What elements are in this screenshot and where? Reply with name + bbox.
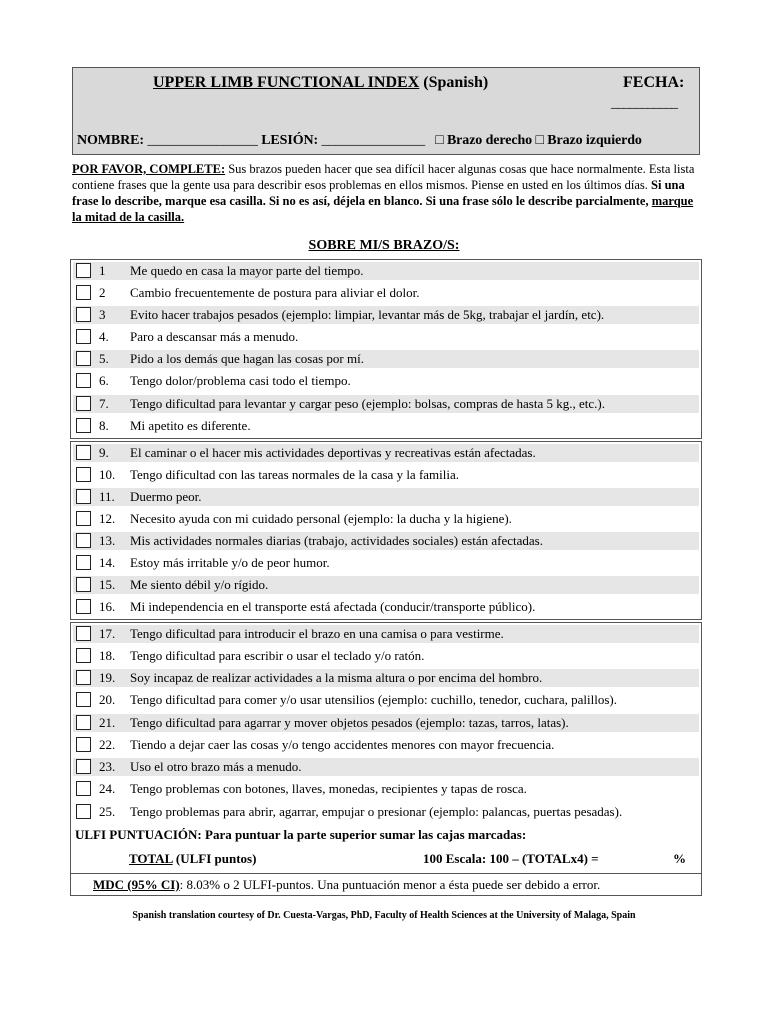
item-text: Me quedo en casa la mayor parte del tiempo. <box>130 263 364 278</box>
item-checkbox[interactable] <box>76 715 91 730</box>
total-label <box>129 851 256 867</box>
item-number: 5. <box>99 351 109 366</box>
item-checkbox[interactable] <box>76 511 91 526</box>
list-item <box>73 328 699 346</box>
item-text: Tengo problemas para abrir, agarrar, empujar o presionar (ejemplo: palancas, puertas pesadas). <box>130 804 623 819</box>
item-checkbox[interactable] <box>76 307 91 322</box>
item-text: Tengo problemas con botones, llaves, monedas, recipientes y tapas de rosca. <box>130 781 527 796</box>
item-checkbox[interactable] <box>76 577 91 592</box>
item-text: Uso el otro brazo más a menudo. <box>130 759 302 774</box>
item-number: 17. <box>99 626 116 641</box>
item-number: 3 <box>99 307 106 322</box>
item-checkbox[interactable] <box>76 489 91 504</box>
date-label: FECHA: <box>623 74 685 91</box>
list-item <box>73 510 699 528</box>
instructions-bold: Si una frase lo describe, marque esa casilla. Si no es así, déjela en blanco. Si una frase sólo le describe parcialmente, <box>72 178 685 208</box>
header-box <box>72 67 700 155</box>
item-checkbox[interactable] <box>76 467 91 482</box>
item-number: 12. <box>99 511 116 526</box>
list-item <box>73 466 699 484</box>
item-text: Me siento débil y/o rígido. <box>130 577 269 592</box>
list-item <box>73 488 699 506</box>
item-checkbox[interactable] <box>76 351 91 366</box>
item-checkbox[interactable] <box>76 737 91 752</box>
item-number: 10. <box>99 467 116 482</box>
item-text: Pido a los demás que hagan las cosas por mí. <box>130 351 364 366</box>
item-text: Tengo dificultad para levantar y cargar peso (ejemplo: bolsas, compras de hasta 5 kg., etc.). <box>130 396 605 411</box>
mdc-note <box>93 877 600 893</box>
title-main: UPPER LIMB FUNCTIONAL INDEX <box>153 74 420 91</box>
left-arm-checkbox[interactable]: □ Brazo izquierdo <box>535 133 642 148</box>
item-text: Duermo peor. <box>130 489 202 504</box>
scale-formula: 100 Escala: 100 – (TOTALx4) = <box>423 851 599 866</box>
list-item <box>73 736 699 754</box>
item-number: 4. <box>99 329 109 344</box>
item-number: 22. <box>99 737 116 752</box>
list-item <box>73 691 699 709</box>
item-checkbox[interactable] <box>76 670 91 685</box>
list-item <box>73 306 699 324</box>
item-text: Evito hacer trabajos pesados (ejemplo: limpiar, levantar más de 5kg, trabajar el jardín, etc). <box>130 307 605 322</box>
item-checkbox[interactable] <box>76 599 91 614</box>
list-item <box>73 780 699 798</box>
mdc-label: MDC (95% CI) <box>93 877 180 892</box>
item-number: 21. <box>99 715 116 730</box>
section-title: SOBRE MI/S BRAZO/S: <box>308 238 460 253</box>
items-group-3 <box>70 622 702 896</box>
list-item <box>73 395 699 413</box>
title-language: (Spanish) <box>423 74 489 91</box>
footer-credit: Spanish translation courtesy of Dr. Cuesta-Vargas, PhD, Faculty of Health Sciences at the University of Malaga, Spain <box>132 910 636 921</box>
item-number: 1 <box>99 263 106 278</box>
list-item <box>73 284 699 302</box>
list-item <box>73 714 699 732</box>
name-label: NOMBRE: <box>77 133 144 148</box>
item-number: 14. <box>99 555 116 570</box>
list-item <box>73 417 699 435</box>
items-group-1 <box>70 259 702 439</box>
item-text: Tengo dificultad para escribir o usar el teclado y/o ratón. <box>130 648 425 663</box>
mdc-row <box>71 873 701 895</box>
item-number: 6. <box>99 373 109 388</box>
item-text: Cambio frecuentemente de postura para aliviar el dolor. <box>130 285 420 300</box>
item-checkbox[interactable] <box>76 373 91 388</box>
item-text: Tengo dificultad para agarrar y mover objetos pesados (ejemplo: tazas, tarros, latas). <box>130 715 569 730</box>
item-text: Soy incapaz de realizar actividades a la misma altura o por encima del hombro. <box>130 670 543 685</box>
item-number: 20. <box>99 692 116 707</box>
item-checkbox[interactable] <box>76 285 91 300</box>
list-item <box>73 647 699 665</box>
item-checkbox[interactable] <box>76 396 91 411</box>
items-group-2 <box>70 441 702 620</box>
item-checkbox[interactable] <box>76 804 91 819</box>
item-text: El caminar o el hacer mis actividades deportivas y recreativas están afectadas. <box>130 445 536 460</box>
item-text: Tengo dificultad para introducir el brazo en una camisa o para vestirme. <box>130 626 504 641</box>
list-item <box>73 598 699 616</box>
item-text: Mi independencia en el transporte está afectada (conducir/transporte público). <box>130 599 536 614</box>
item-text: Tengo dificultad con las tareas normales de la casa y la familia. <box>130 467 460 482</box>
item-text: Necesito ayuda con mi cuidado personal (ejemplo: la ducha y la higiene). <box>130 511 512 526</box>
item-checkbox[interactable] <box>76 781 91 796</box>
list-item <box>73 625 699 643</box>
list-item <box>73 758 699 776</box>
list-item <box>73 554 699 572</box>
name-injury-row <box>77 133 642 149</box>
item-number: 11. <box>99 489 115 504</box>
list-item <box>73 576 699 594</box>
item-number: 9. <box>99 445 109 460</box>
item-number: 2 <box>99 285 106 300</box>
total-units: (ULFI puntos) <box>172 851 257 866</box>
instructions <box>72 161 700 225</box>
list-item <box>73 262 699 280</box>
list-item <box>73 372 699 390</box>
item-checkbox[interactable] <box>76 263 91 278</box>
item-number: 15. <box>99 577 116 592</box>
item-checkbox[interactable] <box>76 329 91 344</box>
item-number: 23. <box>99 759 116 774</box>
item-checkbox[interactable] <box>76 692 91 707</box>
item-text: Tengo dolor/problema casi todo el tiempo. <box>130 373 351 388</box>
item-text: Estoy más irritable y/o de peor humor. <box>130 555 330 570</box>
list-item <box>73 350 699 368</box>
right-arm-checkbox[interactable]: □ Brazo derecho <box>435 133 533 148</box>
item-checkbox[interactable] <box>76 626 91 641</box>
item-number: 7. <box>99 396 109 411</box>
item-checkbox[interactable] <box>76 445 91 460</box>
name-field[interactable]: ________________ <box>147 133 258 148</box>
injury-field[interactable]: _______________ <box>321 133 425 148</box>
item-checkbox[interactable] <box>76 533 91 548</box>
item-text: Tengo dificultad para comer y/o usar utensilios (ejemplo: cuchillo, tenedor, cuchara, palillos). <box>130 692 617 707</box>
item-checkbox[interactable] <box>76 418 91 433</box>
instructions-lead: POR FAVOR, COMPLETE: <box>72 162 226 176</box>
item-number: 18. <box>99 648 116 663</box>
injury-label: LESIÓN: <box>261 133 319 148</box>
list-item <box>73 669 699 687</box>
percent-sign: % <box>673 851 686 866</box>
instructions-bold-underline: marque la mitad de la casilla. <box>72 194 694 224</box>
list-item <box>73 803 699 821</box>
list-item <box>73 532 699 550</box>
item-checkbox[interactable] <box>76 648 91 663</box>
item-text: Tiendo a dejar caer las cosas y/o tengo accidentes menores con mayor frecuencia. <box>130 737 555 752</box>
item-text: Paro a descansar más a menudo. <box>130 329 299 344</box>
item-text: Mi apetito es diferente. <box>130 418 251 433</box>
item-number: 24. <box>99 781 116 796</box>
total-word: TOTAL <box>129 851 173 866</box>
item-number: 16. <box>99 599 116 614</box>
mdc-text: : 8.03% o 2 ULFI-puntos. Una puntuación menor a ésta puede ser debido a error. <box>179 877 601 892</box>
item-text: Mis actividades normales diarias (trabajo, actividades sociales) están afectadas. <box>130 533 543 548</box>
form-title <box>153 74 488 92</box>
item-number: 8. <box>99 418 109 433</box>
item-number: 19. <box>99 670 116 685</box>
scoring-title: ULFI PUNTUACIÓN: Para puntuar la parte superior sumar las cajas marcadas: <box>75 827 527 842</box>
item-checkbox[interactable] <box>76 759 91 774</box>
item-number: 13. <box>99 533 116 548</box>
list-item <box>73 444 699 462</box>
date-field[interactable]: ___________ <box>611 96 677 111</box>
item-number: 25. <box>99 804 116 819</box>
item-checkbox[interactable] <box>76 555 91 570</box>
instructions-text: Sus brazos pueden hacer que sea difícil hacer algunas cosas que hace normalmente. Esta lista contiene frases que la gente usa para describir esos problemas en ellos mismos. Piense en usted en los últimos días. <box>72 162 695 192</box>
